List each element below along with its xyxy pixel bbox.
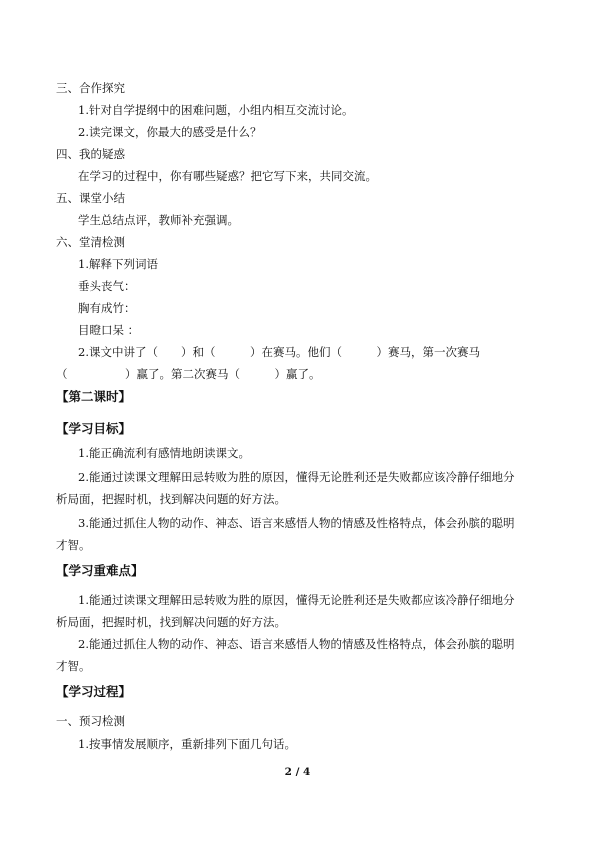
paragraph: 1.针对自学提纲中的困难问题，小组内相互交流讨论。 <box>78 103 354 117</box>
paragraph: 析局面，把握时机，找到解决问题的好方法。 <box>56 615 286 629</box>
paragraph: 1.按事情发展顺序，重新排列下面几句话。 <box>78 737 296 751</box>
section-title: 四、我的疑惑 <box>56 147 125 161</box>
objectives-heading: 【学习目标】 <box>56 421 132 436</box>
paragraph: 1.能正确流利有感情地朗读课文。 <box>78 446 250 460</box>
paragraph: 在学习的过程中，你有哪些疑惑？把它写下来，共同交流。 <box>78 169 377 183</box>
paragraph: 析局面，把握时机，找到解决问题的好方法。 <box>56 492 286 506</box>
paragraph: 学生总结点评，教师补充强调。 <box>78 213 239 227</box>
paragraph: 2.课文中讲了（ ）和（ ）在赛马。他们（ ）赛马，第一次赛马 <box>78 345 480 359</box>
section-title: 五、课堂小结 <box>56 191 125 205</box>
vocab-item: 垂头丧气： <box>78 279 136 293</box>
paragraph: 2.读完课文，你最大的感受是什么？ <box>78 125 262 139</box>
lesson-heading: 【第二课时】 <box>56 389 132 404</box>
vocab-item: 目瞪口呆 ： <box>78 323 140 337</box>
paragraph: 才智。 <box>56 538 91 552</box>
section-title: 六、堂清检测 <box>56 235 125 249</box>
vocab-item: 胸有成竹： <box>78 301 136 315</box>
paragraph: 1.能通过读课文理解田忌转败为胜的原因，懂得无论胜利还是失败都应该冷静仔细地分 <box>78 593 515 607</box>
section-title: 一、预习检测 <box>56 714 125 728</box>
paragraph: 才智。 <box>56 659 91 673</box>
paragraph: （ ）赢了。第二次赛马（ ）赢了。 <box>56 367 321 381</box>
paragraph: 3.能通过抓住人物的动作、神态、语言来感悟人物的情感及性格特点，体会孙膑的聪明 <box>78 516 515 530</box>
page-number: 2 / 4 <box>284 766 311 778</box>
process-heading: 【学习过程】 <box>56 684 132 699</box>
paragraph: 2.能通过读课文理解田忌转败为胜的原因，懂得无论胜利还是失败都应该冷静仔细地分 <box>78 470 515 484</box>
keypoints-heading: 【学习重难点】 <box>56 563 144 578</box>
section-title: 三、合作探究 <box>56 81 125 95</box>
paragraph: 1.解释下列词语 <box>78 257 158 271</box>
paragraph: 2.能通过抓住人物的动作、神态、语言来感悟人物的情感及性格特点，体会孙膑的聪明 <box>78 637 515 651</box>
